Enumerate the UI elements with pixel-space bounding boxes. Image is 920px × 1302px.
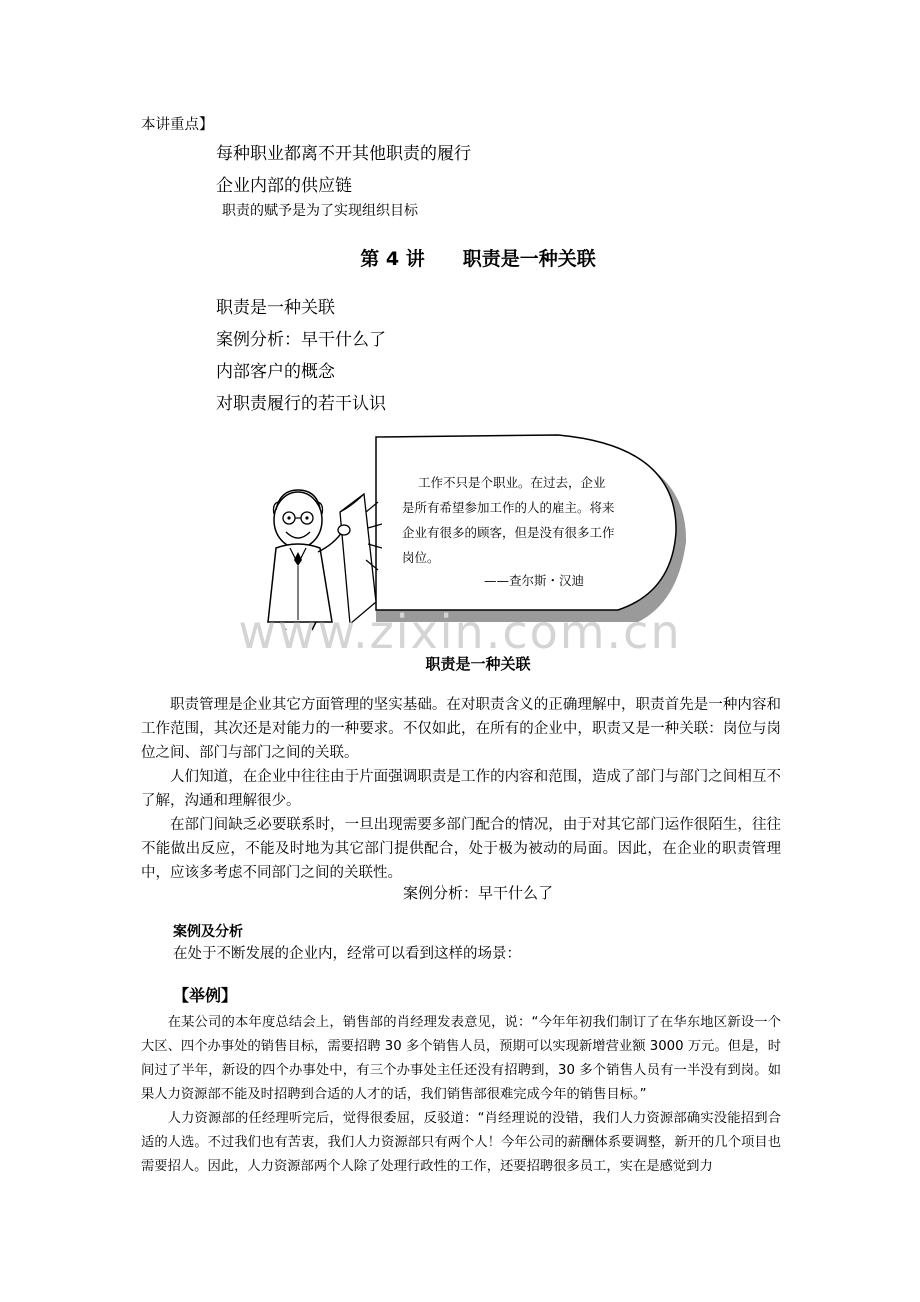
section2-title: 案例分析：早干什么了	[402, 884, 553, 902]
quote-attribution: ——查尔斯・汉迪	[484, 573, 585, 588]
section1-paragraph-2: 人们知道，在企业中往往由于片面强调职责是工作的内容和范围，造成了部门与部门之间相互不了解，沟通和理解很少。	[141, 769, 781, 809]
section2-intro: 在处于不断发展的企业内，经常可以看到这样的场景：	[173, 946, 521, 962]
quote-line-3: 企业有很多的顾客，但是没有很多工作	[402, 525, 615, 540]
example-paragraph-1: 在某公司的本年度总结会上，销售部的肖经理发表意见，说：“今年年初我们制订了在华东地区新设一个大区、四个办事处的销售目标，需要招聘 30 多个销售人员，预期可以实现新增营业额 3000 万元。但是，时间过了半年，新设的四个办事处中，有三个办事处主任还没有招聘到，30 多个销售人员有一半没有到岗。如果人力资源部不能及时招聘到合适的人才的话，我们销售部很难完成今年的销售目标。”	[141, 1015, 781, 1102]
key-point-1: 每种职业都离不开其他职责的履行	[216, 144, 471, 164]
key-point-2: 企业内部的供应链	[216, 176, 352, 196]
outline-item-1: 职责是一种关联	[216, 298, 335, 318]
quote-line-4: 岗位。	[402, 550, 440, 565]
quote-line-1: 工作不只是个职业。在过去，企业	[418, 475, 606, 490]
section1-title: 职责是一种关联	[425, 655, 531, 673]
section2-subheading: 案例及分析	[173, 924, 243, 940]
watermark: www.zixin.com.cn	[238, 605, 682, 659]
lecture-title: 第 4 讲 职责是一种关联	[360, 248, 596, 270]
header-fragment: 本讲重点】	[141, 117, 214, 133]
key-point-3: 职责的赋予是为了实现组织目标	[222, 203, 418, 219]
section1-paragraph-1: 职责管理是企业其它方面管理的坚实基础。在对职责含义的正确理解中，职责首先是一种内容和工作范围，其次还是对能力的一种要求。不仅如此，在所有的企业中，职责又是一种关联：岗位与岗位之间、部门与部门之间的关联。	[141, 697, 781, 761]
example-paragraph-2: 人力资源部的任经理听完后，觉得很委屈，反驳道：“肖经理说的没错，我们人力资源部确实没能招到合适的人选。不过我们也有苦衷，我们人力资源部只有两个人！今年公司的薪酬体系要调整，新开的几个项目也需要招人。因此，人力资源部两个人除了处理行政性的工作，还要招聘很多员工，实在是感觉到力	[141, 1111, 781, 1174]
outline-item-4: 对职责履行的若干认识	[216, 394, 386, 414]
example-label: 【举例】	[173, 986, 238, 1005]
quote-line-2: 是所有希望参加工作的人的雇主。将来	[402, 500, 615, 515]
outline-item-3: 内部客户的概念	[216, 362, 335, 382]
section1-paragraph-3: 在部门间缺乏必要联系时，一旦出现需要多部门配合的情况，由于对其它部门运作很陌生，往往不能做出反应，不能及时地为其它部门提供配合，处于极为被动的局面。因此，在企业的职责管理中，应该多考虑不同部门之间的关联性。	[141, 817, 781, 881]
outline-item-2: 案例分析：早干什么了	[216, 330, 386, 350]
